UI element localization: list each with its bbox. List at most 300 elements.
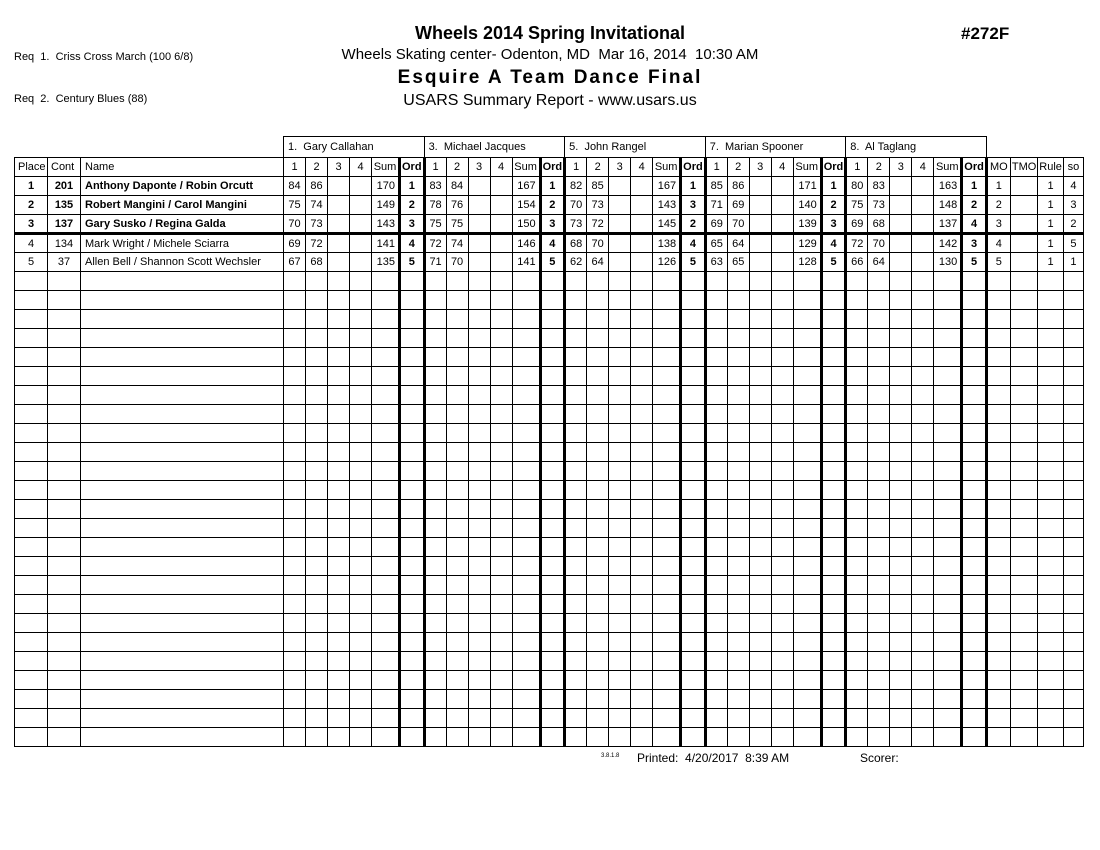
judge-score-cell (565, 652, 587, 671)
judge-score-cell (565, 291, 587, 310)
judge-ordinal-cell (821, 576, 846, 595)
judge-score-cell: 69 (846, 215, 868, 234)
judge-score-cell (749, 462, 771, 481)
judge-score-cell (890, 443, 912, 462)
judge-score-cell (468, 348, 490, 367)
contestant-number-cell (48, 652, 81, 671)
so-cell (1063, 272, 1083, 291)
judge-score-cell (306, 310, 328, 329)
judge-score-cell (328, 462, 350, 481)
judge-sum-cell (793, 462, 821, 481)
judge-sum-cell (372, 481, 400, 500)
judge-score-cell (631, 329, 653, 348)
judge-score-cell (609, 652, 631, 671)
rule-cell (1038, 386, 1064, 405)
judge-ordinal-cell: 1 (400, 177, 425, 196)
tmo-cell (1010, 462, 1037, 481)
judge-sum-cell (934, 519, 962, 538)
judge-score-cell (328, 652, 350, 671)
column-header-row (15, 158, 1084, 177)
judge-sum-cell (934, 671, 962, 690)
judge-score-cell (912, 367, 934, 386)
judge-ordinal-cell (681, 481, 706, 500)
judge-ordinal-cell (400, 367, 425, 386)
judge-score-cell (912, 177, 934, 196)
judge-ordinal-cell (540, 462, 565, 481)
mo-cell (986, 671, 1010, 690)
judge-sum-cell: 167 (653, 177, 681, 196)
judge-score-cell (284, 424, 306, 443)
judge-score-cell (912, 652, 934, 671)
judge-ordinal-cell (400, 462, 425, 481)
judge-ordinal-cell (681, 671, 706, 690)
judge-score-cell (306, 405, 328, 424)
judge-score-cell: 75 (446, 215, 468, 234)
judge-sum-cell (372, 291, 400, 310)
judge-score-cell (446, 367, 468, 386)
empty-row (15, 310, 1084, 329)
judge-score-cell (890, 462, 912, 481)
judge-score-cell (890, 500, 912, 519)
judge-ordinal-cell (962, 728, 987, 747)
judge-sum-cell: 143 (372, 215, 400, 234)
judge-score-cell (705, 310, 727, 329)
judge-ordinal-cell (400, 405, 425, 424)
judge-score-cell (446, 728, 468, 747)
judge-sum-cell (512, 481, 540, 500)
judge-sum-cell (372, 310, 400, 329)
judge-score-cell (468, 709, 490, 728)
contestant-number-cell (48, 576, 81, 595)
judge-sum-cell (934, 386, 962, 405)
judge-ordinal-cell: 4 (962, 215, 987, 234)
judge-ordinal-cell (821, 595, 846, 614)
judge-score-cell: 73 (306, 215, 328, 234)
judge-score-cell: 67 (284, 253, 306, 272)
judge-score-cell (846, 671, 868, 690)
judge-score-cell (868, 633, 890, 652)
judge-score-cell (868, 690, 890, 709)
judge-score-cell (868, 405, 890, 424)
judge-score-cell (771, 272, 793, 291)
judge-ordinal-cell: 1 (962, 177, 987, 196)
judge-score-cell (912, 291, 934, 310)
contestant-number-cell (48, 709, 81, 728)
mo-cell (986, 481, 1010, 500)
judge-score-cell (587, 576, 609, 595)
judge-score-cell (284, 557, 306, 576)
contestant-number-cell (48, 728, 81, 747)
judge-sum-cell (653, 595, 681, 614)
judge-band-left-spacer (15, 137, 284, 158)
judge-ordinal-cell (681, 538, 706, 557)
judge-sum-cell: 148 (934, 196, 962, 215)
judge-score-cell (868, 671, 890, 690)
judge-score-cell (868, 576, 890, 595)
so-cell (1063, 348, 1083, 367)
judge-sum-cell (372, 709, 400, 728)
judge-score-cell (306, 538, 328, 557)
judge-score-cell (912, 253, 934, 272)
mo-cell (986, 291, 1010, 310)
col-header-1: 1 (284, 158, 306, 177)
judge-score-cell (609, 519, 631, 538)
judge-score-cell: 68 (306, 253, 328, 272)
rule-cell (1038, 329, 1064, 348)
judge-sum-cell: 146 (512, 234, 540, 253)
skater-name-cell (81, 348, 284, 367)
judge-ordinal-cell (540, 272, 565, 291)
judge-score-cell (771, 595, 793, 614)
judge-score-cell (468, 272, 490, 291)
col-header-1: 1 (846, 158, 868, 177)
judge-score-cell (306, 348, 328, 367)
judge-score-cell (631, 481, 653, 500)
judge-score-cell (912, 310, 934, 329)
judge-ordinal-cell (540, 500, 565, 519)
judge-score-cell (468, 633, 490, 652)
judge-score-cell (565, 329, 587, 348)
judge-score-cell (587, 595, 609, 614)
judge-ordinal-cell (821, 519, 846, 538)
mo-cell (986, 443, 1010, 462)
judge-ordinal-cell: 2 (821, 196, 846, 215)
judge-score-cell (631, 424, 653, 443)
judge-sum-cell (653, 500, 681, 519)
judge-ordinal-cell (821, 386, 846, 405)
judge-score-cell (468, 386, 490, 405)
judge-score-cell (631, 728, 653, 747)
judge-score-cell (609, 405, 631, 424)
empty-row (15, 728, 1084, 747)
judge-score-cell (890, 405, 912, 424)
tmo-cell (1010, 595, 1037, 614)
judge-score-cell (490, 709, 512, 728)
mo-cell (986, 633, 1010, 652)
so-cell (1063, 690, 1083, 709)
contestant-number-cell (48, 557, 81, 576)
judge-score-cell (771, 196, 793, 215)
empty-row (15, 462, 1084, 481)
skater-name-cell (81, 690, 284, 709)
col-header-ord: Ord (962, 158, 987, 177)
judge-score-cell (890, 386, 912, 405)
mo-cell (986, 728, 1010, 747)
tmo-cell (1010, 405, 1037, 424)
judge-score-cell (868, 595, 890, 614)
judge-ordinal-cell (821, 709, 846, 728)
judge-sum-cell (934, 728, 962, 747)
place-cell (15, 310, 48, 329)
judge-score-cell (587, 443, 609, 462)
skater-name-cell (81, 614, 284, 633)
judge-sum-cell (512, 367, 540, 386)
place-cell (15, 424, 48, 443)
place-cell (15, 348, 48, 367)
judge-score-cell (912, 690, 934, 709)
title-block (0, 22, 1100, 111)
judge-sum-cell (653, 367, 681, 386)
judge-score-cell (328, 253, 350, 272)
tmo-cell (1010, 633, 1037, 652)
judge-score-cell: 85 (705, 177, 727, 196)
judge-score-cell (609, 690, 631, 709)
judge-sum-cell (793, 614, 821, 633)
judge-ordinal-cell (821, 728, 846, 747)
judge-sum-cell: 170 (372, 177, 400, 196)
judge-score-cell (350, 652, 372, 671)
judge-ordinal-cell (962, 614, 987, 633)
judge-ordinal-cell (400, 671, 425, 690)
mo-cell (986, 310, 1010, 329)
judge-score-cell (749, 329, 771, 348)
judge-score-cell (705, 728, 727, 747)
judge-ordinal-cell (400, 557, 425, 576)
judge-sum-cell (934, 652, 962, 671)
rule-cell (1038, 424, 1064, 443)
judge-score-cell (306, 424, 328, 443)
judge-score-cell (424, 386, 446, 405)
skater-name-cell (81, 481, 284, 500)
place-cell: 3 (15, 215, 48, 234)
judge-score-cell (468, 652, 490, 671)
mo-cell (986, 424, 1010, 443)
judge-ordinal-cell (821, 405, 846, 424)
judge-score-cell (587, 462, 609, 481)
judge-sum-cell (793, 481, 821, 500)
judge-ordinal-cell (962, 386, 987, 405)
judge-score-cell (490, 481, 512, 500)
judge-score-cell (890, 424, 912, 443)
judge-score-cell: 83 (868, 177, 890, 196)
judge-sum-cell (653, 519, 681, 538)
judge-score-cell (350, 367, 372, 386)
judge-score-cell: 84 (284, 177, 306, 196)
mo-cell (986, 405, 1010, 424)
judge-score-cell (565, 272, 587, 291)
judge-score-cell (749, 538, 771, 557)
judge-sum-cell (512, 386, 540, 405)
judge-score-cell (705, 481, 727, 500)
judge-score-cell (868, 652, 890, 671)
judge-ordinal-cell: 3 (821, 215, 846, 234)
judge-sum-cell (793, 671, 821, 690)
judge-score-cell (350, 481, 372, 500)
judge-score-cell (490, 633, 512, 652)
judge-score-cell (565, 462, 587, 481)
judge-score-cell (771, 424, 793, 443)
judge-score-cell (284, 538, 306, 557)
place-cell (15, 329, 48, 348)
judge-score-cell (490, 595, 512, 614)
judge-ordinal-cell (821, 671, 846, 690)
so-cell: 2 (1063, 215, 1083, 234)
judge-sum-cell (372, 728, 400, 747)
judge-sum-cell (793, 348, 821, 367)
judge-score-cell (631, 671, 653, 690)
judge-ordinal-cell (681, 291, 706, 310)
judge-ordinal-cell (540, 310, 565, 329)
judge-score-cell (446, 519, 468, 538)
judge-score-cell (284, 709, 306, 728)
judge-sum-cell (934, 709, 962, 728)
judge-ordinal-cell (400, 614, 425, 633)
judge-score-cell (587, 633, 609, 652)
judge-score-cell (890, 196, 912, 215)
judge-score-cell (868, 481, 890, 500)
judge-score-cell (749, 576, 771, 595)
tmo-cell (1010, 177, 1037, 196)
judge-score-cell (727, 310, 749, 329)
col-header-2: 2 (727, 158, 749, 177)
judge-score-cell (705, 424, 727, 443)
empty-row (15, 481, 1084, 500)
judge-score-cell (350, 386, 372, 405)
judge-score-cell (490, 576, 512, 595)
judge-score-cell (749, 386, 771, 405)
place-cell (15, 538, 48, 557)
judge-ordinal-cell: 1 (681, 177, 706, 196)
judge-score-cell (705, 557, 727, 576)
mo-cell (986, 614, 1010, 633)
judge-score-cell (868, 557, 890, 576)
place-cell (15, 291, 48, 310)
so-cell (1063, 709, 1083, 728)
judge-score-cell (284, 633, 306, 652)
place-cell (15, 595, 48, 614)
col-header-1: 1 (705, 158, 727, 177)
judge-score-cell (705, 538, 727, 557)
judge-score-cell (446, 481, 468, 500)
judge-score-cell (587, 424, 609, 443)
tmo-cell (1010, 614, 1037, 633)
judge-score-cell (609, 177, 631, 196)
judge-ordinal-cell: 5 (540, 253, 565, 272)
empty-row (15, 348, 1084, 367)
skater-name-cell: Mark Wright / Michele Sciarra (81, 234, 284, 253)
judge-score-cell (705, 690, 727, 709)
judge-score-cell (749, 671, 771, 690)
judge-score-cell (868, 348, 890, 367)
judge-ordinal-cell (821, 424, 846, 443)
judge-score-cell (350, 310, 372, 329)
col-header-sum: Sum (653, 158, 681, 177)
judge-score-cell (705, 443, 727, 462)
empty-row (15, 329, 1084, 348)
judge-score-cell (468, 690, 490, 709)
judge-ordinal-cell (962, 405, 987, 424)
judge-sum-cell (512, 348, 540, 367)
tmo-cell (1010, 728, 1037, 747)
judge-score-cell (912, 405, 934, 424)
judge-sum-cell: 150 (512, 215, 540, 234)
judge-sum-cell (793, 443, 821, 462)
judge-sum-cell: 137 (934, 215, 962, 234)
judge-sum-cell (793, 310, 821, 329)
col-header-ord: Ord (681, 158, 706, 177)
judge-score-cell (771, 671, 793, 690)
judge-score-cell (609, 481, 631, 500)
judge-score-cell (446, 329, 468, 348)
judge-score-cell (846, 329, 868, 348)
judge-score-cell (306, 671, 328, 690)
col-header-4: 4 (631, 158, 653, 177)
judge-score-cell (328, 310, 350, 329)
judge-score-cell (468, 291, 490, 310)
judge-score-cell (705, 348, 727, 367)
judge-score-cell (306, 386, 328, 405)
skater-name-cell (81, 633, 284, 652)
judge-ordinal-cell (540, 443, 565, 462)
place-cell (15, 272, 48, 291)
judge-score-cell (609, 576, 631, 595)
requirement-line-1: Req 1. Criss Cross March (100 6/8) (14, 51, 194, 63)
table-row (15, 253, 1084, 272)
judge-score-cell (446, 500, 468, 519)
judge-score-cell (468, 538, 490, 557)
judge-score-cell (749, 367, 771, 386)
judge-ordinal-cell: 3 (962, 234, 987, 253)
judge-score-cell (350, 253, 372, 272)
judge-score-cell (846, 538, 868, 557)
judge-sum-cell (934, 633, 962, 652)
judge-score-cell (424, 671, 446, 690)
place-cell (15, 652, 48, 671)
judge-score-cell (705, 519, 727, 538)
col-header-2: 2 (446, 158, 468, 177)
table-row (15, 234, 1084, 253)
place-cell: 1 (15, 177, 48, 196)
judge-score-cell: 69 (284, 234, 306, 253)
judge-score-cell (350, 424, 372, 443)
judge-sum-cell: 135 (372, 253, 400, 272)
judge-ordinal-cell (400, 500, 425, 519)
contestant-number-cell (48, 310, 81, 329)
empty-row (15, 690, 1084, 709)
judge-score-cell (350, 709, 372, 728)
rule-cell (1038, 652, 1064, 671)
judge-score-cell (749, 709, 771, 728)
judge-ordinal-cell (821, 310, 846, 329)
judge-ordinal-cell (962, 652, 987, 671)
judge-score-cell (565, 424, 587, 443)
judge-score-cell: 84 (446, 177, 468, 196)
judge-sum-cell (653, 272, 681, 291)
judge-score-cell (565, 614, 587, 633)
judge-score-cell (912, 538, 934, 557)
judge-sum-cell (372, 576, 400, 595)
judge-score-cell (749, 310, 771, 329)
judge-ordinal-cell (962, 462, 987, 481)
tmo-cell (1010, 196, 1037, 215)
mo-cell (986, 329, 1010, 348)
judge-score-cell (771, 443, 793, 462)
judge-score-cell (306, 519, 328, 538)
place-cell (15, 671, 48, 690)
judge-score-cell (705, 405, 727, 424)
judge-score-cell (350, 234, 372, 253)
judge-score-cell (284, 386, 306, 405)
contestant-number-cell (48, 424, 81, 443)
judge-score-cell (609, 348, 631, 367)
judge-score-cell (749, 443, 771, 462)
judge-score-cell (727, 481, 749, 500)
so-cell (1063, 291, 1083, 310)
so-cell (1063, 633, 1083, 652)
judge-score-cell (771, 386, 793, 405)
skater-name-cell (81, 367, 284, 386)
tmo-cell (1010, 386, 1037, 405)
